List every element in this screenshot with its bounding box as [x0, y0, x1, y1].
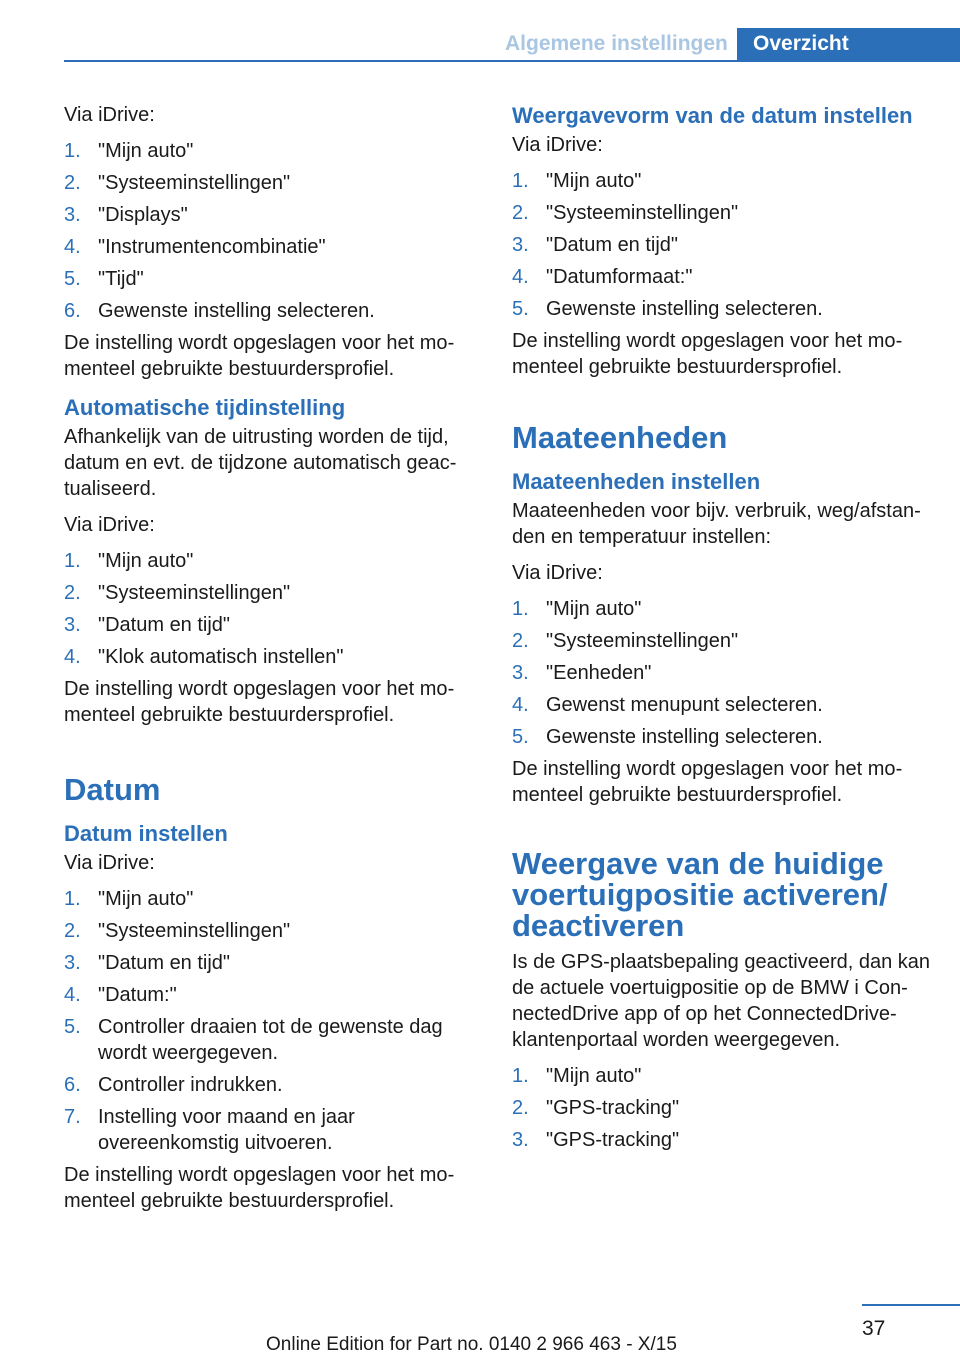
list-item-number: 3.	[512, 234, 529, 256]
list-item-text: Instelling voor maand en jaar overeenkomstig uitvoeren.	[98, 1106, 355, 1154]
list-item-text: "Instrumentencombinatie"	[98, 236, 326, 258]
list-item	[64, 950, 474, 976]
time-note: De instelling wordt opgeslagen voor het momenteel gebruikte bestuurdersprofiel.	[64, 332, 455, 380]
units-text: Maateenheden voor bijv. verbruik, weg/afstanden en temperatuur instellen:	[512, 500, 921, 548]
list-item	[64, 138, 474, 164]
dateformat-note: De instelling wordt opgeslagen voor het momenteel gebruikte bestuurdersprofiel.	[512, 330, 903, 378]
list-item-text: "Mijn auto"	[546, 1065, 642, 1087]
list-item	[512, 660, 932, 686]
list-item	[512, 296, 932, 322]
header-section-label: Algemene instellingen	[505, 32, 728, 55]
list-item-text: "Mijn auto"	[98, 888, 194, 910]
list-item	[64, 580, 474, 606]
dateformat-steps	[512, 168, 932, 322]
list-item-number: 5.	[64, 1016, 81, 1038]
page-header	[0, 0, 960, 64]
units-subheading: Maateenheden instellen	[512, 469, 761, 494]
date-subheading: Datum instellen	[64, 821, 228, 846]
gps-text: Is de GPS-plaatsbepaling geactiveerd, dan kan de actuele voertuigpositie op de BMW i ConnectedDrive app of op het ConnectedDrive-klantenportaal worden weergegeven.	[512, 951, 931, 1051]
list-item-number: 2.	[64, 582, 81, 604]
units-note: De instelling wordt opgeslagen voor het momenteel gebruikte bestuurdersprofiel.	[512, 758, 903, 806]
list-item-text: "Systeeminstellingen"	[98, 582, 291, 604]
list-item-text: "Datum:"	[98, 984, 177, 1006]
list-item-number: 5.	[512, 726, 529, 748]
list-item-text: Controller indrukken.	[98, 1074, 283, 1096]
list-item-number: 2.	[512, 1097, 529, 1119]
list-item	[64, 266, 474, 292]
list-item-text: "Datum en tijd"	[98, 614, 231, 636]
dateformat-intro: Via iDrive:	[512, 134, 603, 156]
header-rule	[64, 60, 960, 62]
list-item-number: 1.	[512, 598, 529, 620]
list-item-text: "Mijn auto"	[546, 170, 642, 192]
list-item-text: "Systeeminstellingen"	[546, 202, 739, 224]
list-item-text: "Displays"	[98, 204, 188, 226]
list-item	[64, 1104, 474, 1156]
list-item-text: Gewenste instelling selecteren.	[546, 298, 823, 320]
list-item-text: "Datumformaat:"	[546, 266, 693, 288]
list-item	[512, 724, 932, 750]
gps-heading: Weergave van de huidige voertuigpositie activeren/ deactiveren	[512, 846, 888, 943]
time-steps	[64, 138, 474, 324]
list-item-text: "Eenheden"	[546, 662, 652, 684]
right-column	[512, 102, 932, 1159]
auto-time-text: Afhankelijk van de uitrusting worden de tijd, datum en evt. de tijdzone automatisch geactualiseerd.	[64, 426, 457, 500]
list-item-number: 4.	[64, 984, 81, 1006]
list-item-number: 5.	[512, 298, 529, 320]
list-item-text: "Systeeminstellingen"	[98, 920, 291, 942]
list-item	[512, 628, 932, 654]
list-item	[512, 692, 932, 718]
date-note: De instelling wordt opgeslagen voor het momenteel gebruikte bestuurdersprofiel.	[64, 1164, 455, 1212]
list-item-number: 1.	[64, 550, 81, 572]
list-item-text: "Systeeminstellingen"	[546, 630, 739, 652]
list-item-number: 2.	[64, 172, 81, 194]
units-intro: Via iDrive:	[512, 562, 603, 584]
list-item-number: 3.	[64, 204, 81, 226]
list-item	[64, 1072, 474, 1098]
page-number: 37	[862, 1317, 886, 1340]
list-item-text: "Datum en tijd"	[546, 234, 679, 256]
list-item-text: Controller draaien tot de gewenste dag wordt weergegeven.	[98, 1016, 443, 1064]
list-item-text: "Mijn auto"	[98, 550, 194, 572]
list-item	[64, 982, 474, 1008]
list-item-number: 1.	[512, 170, 529, 192]
list-item-text: "Tijd"	[98, 268, 144, 290]
gps-steps	[512, 1063, 932, 1153]
auto-time-intro: Via iDrive:	[64, 514, 155, 536]
list-item	[64, 234, 474, 260]
list-item	[512, 232, 932, 258]
list-item	[64, 612, 474, 638]
list-item-text: "Mijn auto"	[546, 598, 642, 620]
list-item-text: Gewenste instelling selecteren.	[546, 726, 823, 748]
list-item	[512, 200, 932, 226]
list-item-number: 4.	[512, 266, 529, 288]
list-item	[512, 168, 932, 194]
dateformat-heading: Weergavevorm van de datum instellen	[512, 103, 913, 128]
list-item-text: "Klok automatisch instellen"	[98, 646, 344, 668]
list-item	[512, 1095, 932, 1121]
list-item-number: 6.	[64, 300, 81, 322]
list-item	[64, 170, 474, 196]
units-heading: Maateenheden	[512, 420, 728, 455]
list-item	[64, 548, 474, 574]
list-item	[64, 202, 474, 228]
list-item	[64, 298, 474, 324]
auto-time-steps	[64, 548, 474, 670]
list-item-number: 1.	[64, 888, 81, 910]
list-item-number: 2.	[512, 630, 529, 652]
list-item-number: 3.	[512, 1129, 529, 1151]
list-item	[64, 644, 474, 670]
list-item-number: 3.	[512, 662, 529, 684]
list-item-number: 5.	[64, 268, 81, 290]
list-item-number: 1.	[512, 1065, 529, 1087]
list-item-text: "Datum en tijd"	[98, 952, 231, 974]
left-column	[64, 102, 474, 1224]
list-item-text: "GPS-tracking"	[546, 1129, 680, 1151]
list-item	[512, 1127, 932, 1153]
auto-time-note: De instelling wordt opgeslagen voor het momenteel gebruikte bestuurdersprofiel.	[64, 678, 455, 726]
date-heading: Datum	[64, 772, 161, 807]
list-item-number: 7.	[64, 1106, 81, 1128]
list-item	[512, 596, 932, 622]
edition-footer: Online Edition for Part no. 0140 2 966 463 - X/15	[266, 1334, 677, 1355]
list-item-text: Gewenst menupunt selecteren.	[546, 694, 823, 716]
list-item-number: 4.	[64, 646, 81, 668]
list-item	[64, 886, 474, 912]
list-item	[64, 918, 474, 944]
list-item-number: 6.	[64, 1074, 81, 1096]
list-item-number: 3.	[64, 952, 81, 974]
list-item	[64, 1014, 474, 1066]
header-tab-overzicht: Overzicht	[737, 28, 960, 60]
list-item-number: 4.	[512, 694, 529, 716]
list-item-number: 2.	[64, 920, 81, 942]
time-intro: Via iDrive:	[64, 104, 155, 126]
list-item-number: 3.	[64, 614, 81, 636]
list-item	[512, 1063, 932, 1089]
list-item-number: 1.	[64, 140, 81, 162]
units-steps	[512, 596, 932, 750]
date-intro: Via iDrive:	[64, 852, 155, 874]
list-item-number: 4.	[64, 236, 81, 258]
auto-time-heading: Automatische tijdinstelling	[64, 395, 346, 420]
footer-rule	[862, 1304, 960, 1306]
list-item	[512, 264, 932, 290]
list-item-text: "GPS-tracking"	[546, 1097, 680, 1119]
list-item-number: 2.	[512, 202, 529, 224]
list-item-text: "Mijn auto"	[98, 140, 194, 162]
date-steps	[64, 886, 474, 1156]
list-item-text: Gewenste instelling selecteren.	[98, 300, 375, 322]
list-item-text: "Systeeminstellingen"	[98, 172, 291, 194]
